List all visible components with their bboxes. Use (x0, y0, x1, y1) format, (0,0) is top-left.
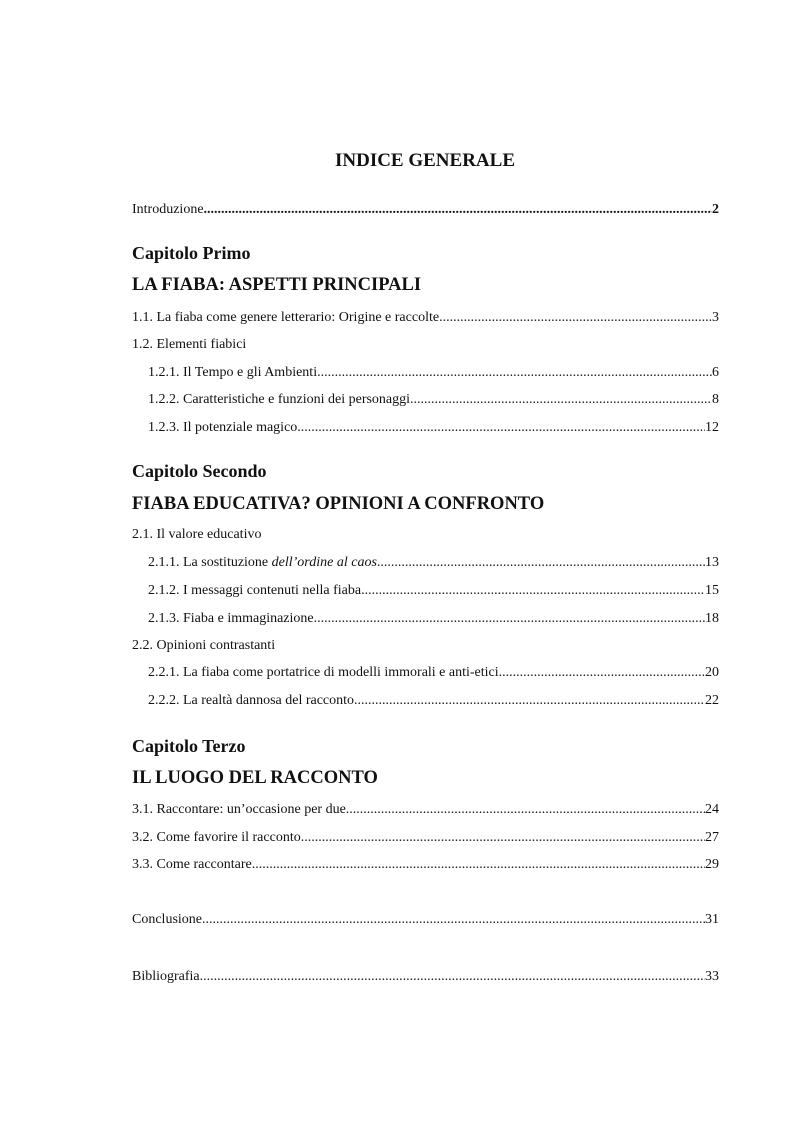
toc-entry-conclusione[interactable] (132, 911, 719, 929)
toc-page-number: 12 (705, 420, 719, 435)
leader-dots (346, 801, 705, 819)
leader-dots (317, 364, 712, 382)
leader-dots (377, 554, 705, 572)
toc-label: 3.1. Raccontare: un’occasione per due (132, 802, 346, 817)
toc-page-number: 2 (712, 202, 719, 217)
toc-entry[interactable] (148, 364, 719, 382)
toc-page-number: 20 (705, 665, 719, 680)
toc-page-number: 6 (712, 365, 719, 380)
toc-page-number: 3 (712, 310, 719, 325)
toc-entry[interactable] (132, 637, 719, 655)
leader-dots (361, 582, 705, 600)
toc-entry[interactable] (132, 526, 719, 544)
leader-dots (200, 968, 705, 986)
toc-label: 2.2.1. La fiaba come portatrice di modelli immorali e anti-etici (148, 665, 499, 680)
leader-dots (252, 856, 705, 874)
toc-entry[interactable] (132, 336, 719, 354)
chapter-heading: Capitolo Terzo (132, 736, 246, 756)
toc-page-number: 8 (712, 392, 719, 407)
toc-entry-bibliografia[interactable] (132, 968, 719, 986)
leader-dots (499, 664, 705, 682)
toc-label-text: 2.1.1. La sostituzione (148, 555, 272, 570)
toc-label: 3.2. Come favorire il racconto (132, 830, 301, 845)
toc-label: Introduzione (132, 202, 204, 217)
toc-label: 1.2. Elementi fiabici (132, 337, 247, 352)
toc-label: Bibliografia (132, 969, 200, 984)
toc-label: 2.2.2. La realtà dannosa del racconto (148, 693, 355, 708)
toc-label: 3.3. Come raccontare (132, 857, 252, 872)
toc-label: 1.1. La fiaba come genere letterario: Origine e raccolte (132, 310, 440, 325)
toc-entry[interactable] (148, 554, 719, 572)
toc-label: 2.1.2. I messaggi contenuti nella fiaba (148, 583, 362, 598)
toc-entry[interactable] (148, 664, 719, 682)
chapter-title: IL LUOGO DEL RACCONTO (132, 768, 378, 788)
chapter-title: FIABA EDUCATIVA? OPINIONI A CONFRONTO (132, 494, 545, 514)
toc-entry[interactable] (148, 582, 719, 600)
toc-label-italic: dell’ordine al caos (271, 555, 377, 570)
leader-dots (202, 911, 705, 929)
leader-dots (204, 201, 712, 219)
toc-page-number: 13 (705, 555, 719, 570)
toc-page-number: 15 (705, 583, 719, 598)
leader-dots (314, 610, 705, 628)
leader-dots (354, 692, 705, 710)
toc-page-number: 18 (705, 611, 719, 626)
toc-page-number: 24 (705, 802, 719, 817)
toc-label: 1.2.2. Caratteristiche e funzioni dei personaggi (148, 392, 411, 407)
leader-dots (301, 829, 705, 847)
toc-entry[interactable] (148, 610, 719, 628)
chapter-heading: Capitolo Secondo (132, 461, 267, 481)
toc-entry[interactable] (132, 856, 719, 874)
toc-entry[interactable] (132, 829, 719, 847)
toc-entry[interactable] (148, 419, 719, 437)
toc-page-number: 31 (705, 912, 719, 927)
toc-entry-introduzione[interactable] (132, 201, 719, 219)
toc-label: Conclusione (132, 912, 202, 927)
leader-dots (297, 419, 705, 437)
toc-label: 1.2.3. Il potenziale magico (148, 420, 298, 435)
page-title: INDICE GENERALE (334, 150, 515, 171)
toc-page-number: 22 (705, 693, 719, 708)
toc-page-number: 33 (705, 969, 719, 984)
toc-entry[interactable] (148, 692, 719, 710)
chapter-heading: Capitolo Primo (132, 243, 251, 263)
toc-label: 2.1.3. Fiaba e immaginazione (148, 611, 314, 626)
toc-label: 2.1. Il valore educativo (132, 527, 262, 542)
leader-dots (410, 391, 712, 409)
chapter-title: LA FIABA: ASPETTI PRINCIPALI (132, 275, 422, 295)
toc-label: 2.2. Opinioni contrastanti (132, 638, 276, 653)
toc-entry[interactable] (132, 309, 719, 327)
toc-label: 1.2.1. Il Tempo e gli Ambienti (148, 365, 318, 380)
toc-page-number: 29 (705, 857, 719, 872)
leader-dots (439, 309, 712, 327)
toc-label (148, 554, 377, 572)
toc-entry[interactable] (148, 391, 719, 409)
toc-entry[interactable] (132, 801, 719, 819)
toc-page-number: 27 (705, 830, 719, 845)
